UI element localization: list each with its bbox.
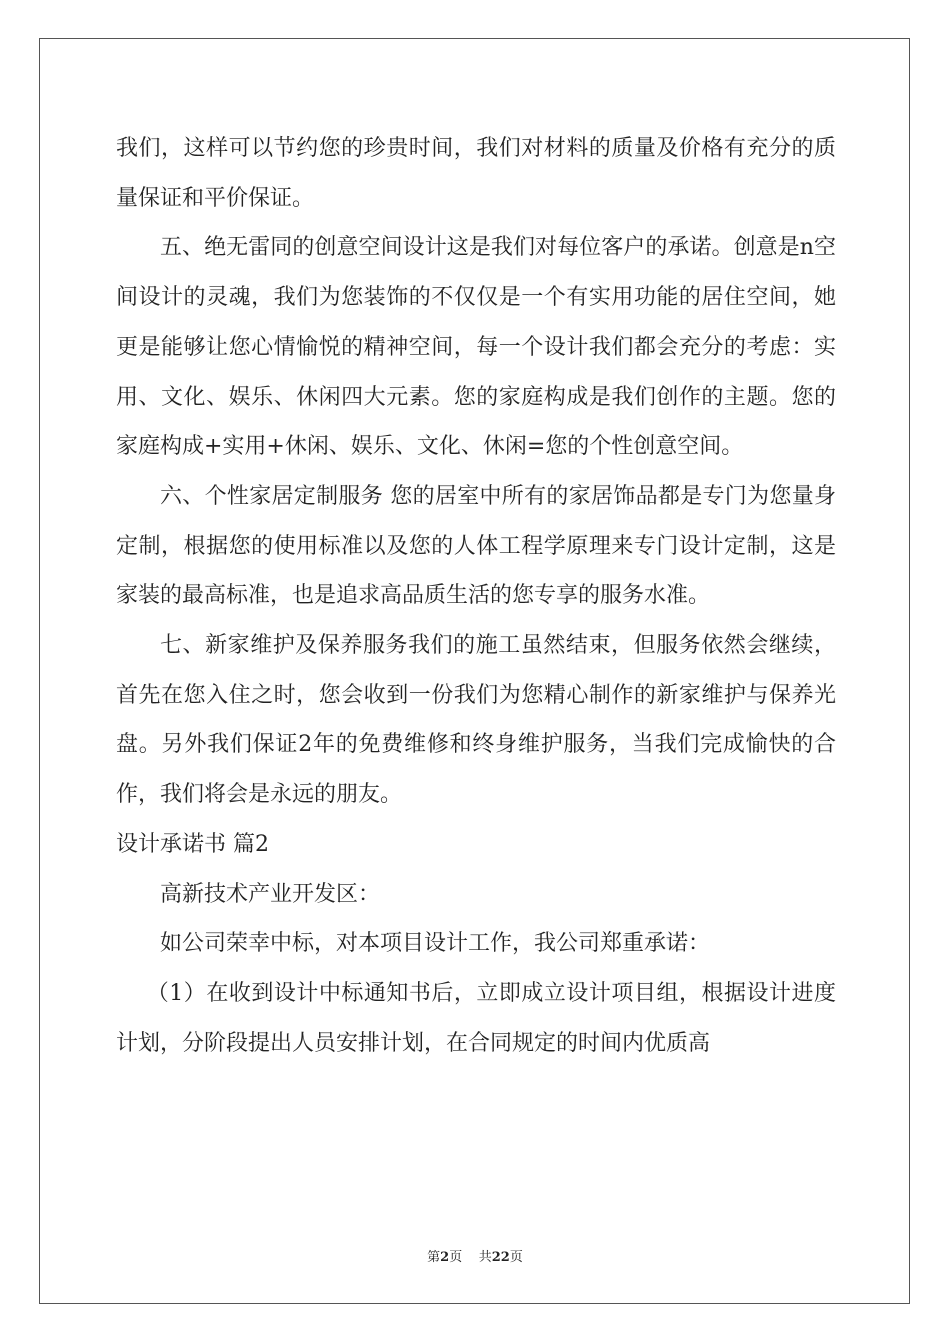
paragraph-item-6: 六、个性家居定制服务 您的居室中所有的家居饰品都是专门为您量身定制，根据您的使用标准以及您的人体工程学原理来专门设计定制，这是家装的最高标准，也是追求高品质生活的您专享的服务水准。 bbox=[116, 483, 836, 609]
document-body bbox=[116, 124, 836, 1068]
section-heading: 设计承诺书 篇2 bbox=[116, 831, 269, 857]
footer-total-prefix: 共 bbox=[478, 1250, 492, 1265]
commitment-item-1: （1）在收到设计中标通知书后，立即成立设计项目组，根据设计进度计划，分阶段提出人员安排计划，在合同规定的时间内优质高 bbox=[116, 980, 836, 1056]
footer-page-suffix: 页 bbox=[449, 1250, 463, 1265]
addressee-line: 高新技术产业开发区： bbox=[160, 881, 381, 907]
paragraph-item-5: 五、绝无雷同的创意空间设计这是我们对每位客户的承诺。创意是n空间设计的灵魂，我们为您装饰的不仅仅是一个有实用功能的居住空间，她更是能够让您心情愉悦的精神空间，每一个设计我们都会充分的考虑：实用、文化、娱乐、休闲四大元素。您的家庭构成是我们创作的主题。您的家庭构成+实用+休闲、娱乐、文化、休闲=您的个性创意空间。 bbox=[116, 235, 836, 460]
paragraph-item-7: 七、新家维护及保养服务我们的施工虽然结束，但服务依然会继续，首先在您入住之时，您会收到一份我们为您精心制作的新家维护与保养光盘。另外我们保证2年的免费维修和终身维护服务，当我们完成愉快的合作，我们将会是永远的朋友。 bbox=[116, 633, 836, 808]
paragraph-continuation: 我们，这样可以节约您的珍贵时间，我们对材料的质量及价格有充分的质量保证和平价保证。 bbox=[116, 136, 836, 211]
footer-total-suffix: 页 bbox=[509, 1250, 523, 1265]
footer-total-number: 22 bbox=[491, 1250, 510, 1265]
footer-page-prefix: 第 bbox=[427, 1250, 441, 1265]
footer-page-number: 2 bbox=[440, 1250, 450, 1265]
commitment-intro: 如公司荣幸中标，对本项目设计工作，我公司郑重承诺： bbox=[160, 931, 711, 957]
page-footer bbox=[0, 1246, 950, 1265]
